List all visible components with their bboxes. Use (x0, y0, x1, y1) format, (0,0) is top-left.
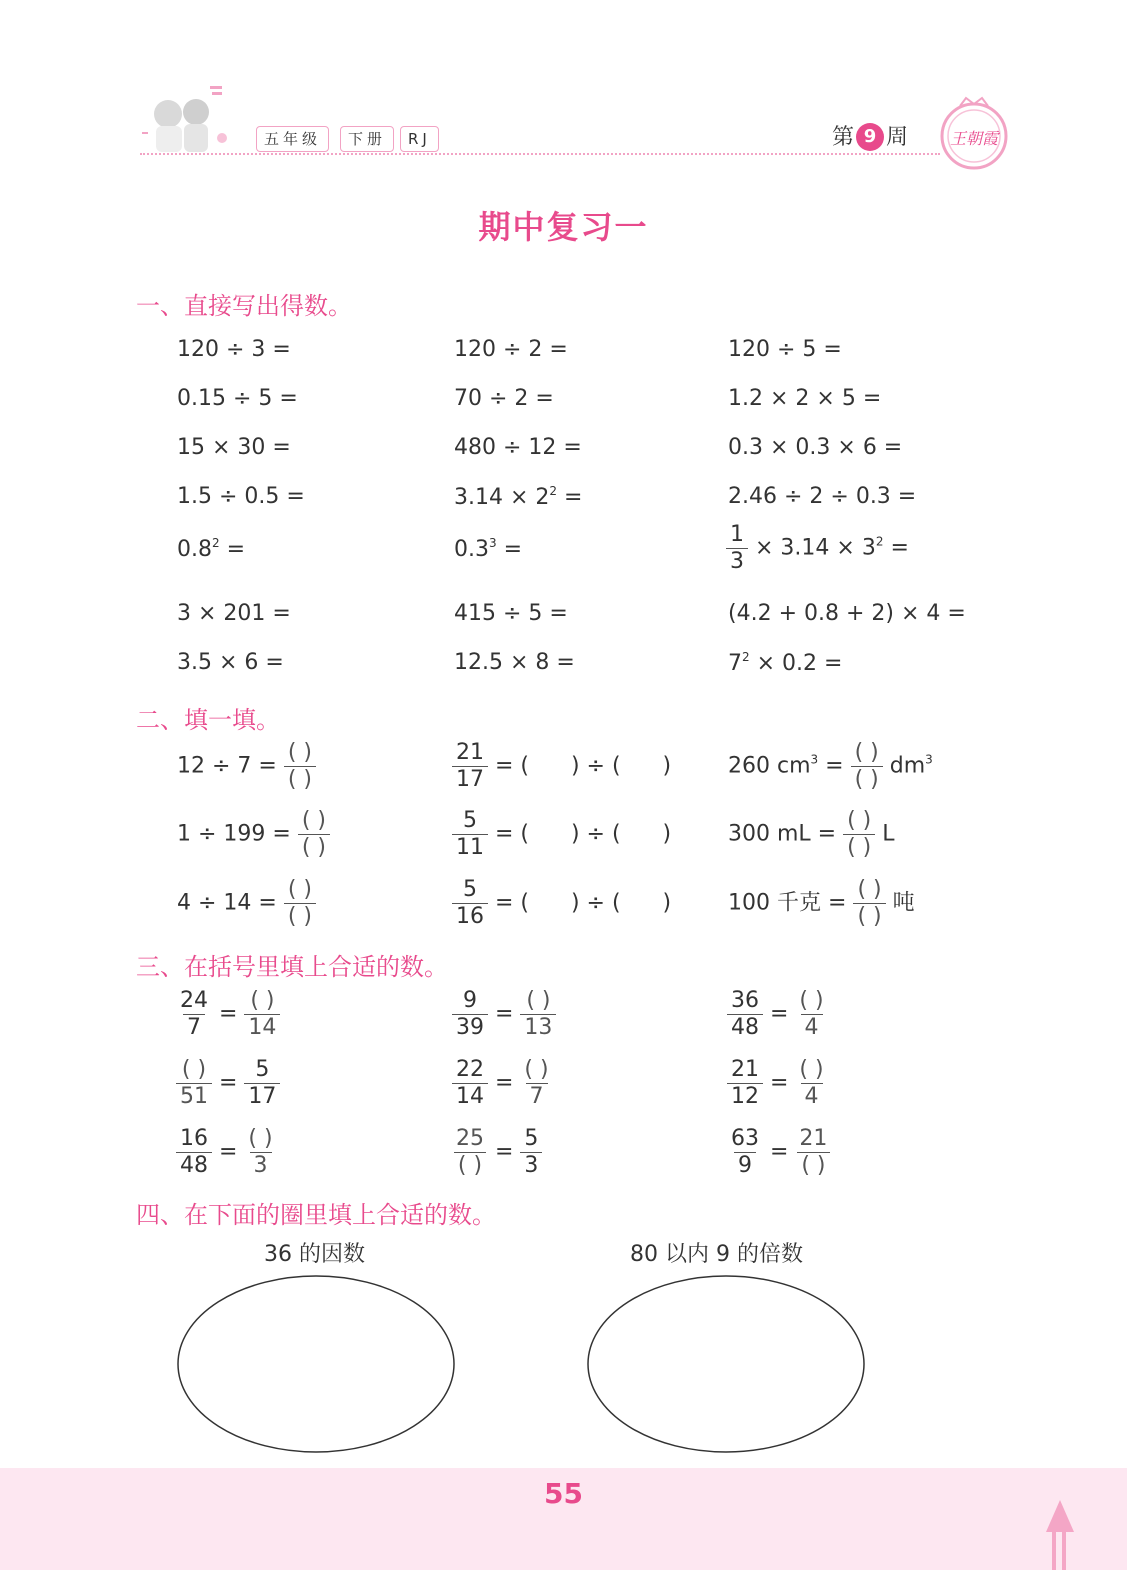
s1-r4-c1: 1.5 ÷ 0.5 = (177, 484, 305, 509)
fraction: $\frac{63}{9}$ (731, 1126, 759, 1178)
week-label (832, 120, 908, 151)
s2-r3-c2: $\frac{5}{16}$ = ( ) ÷ ( ) (452, 877, 671, 930)
kids-icon (140, 78, 235, 158)
s1-r1-c1: 120 ÷ 3 = (177, 337, 291, 362)
s2-r1-c2: $\frac{21}{17}$ = ( ) ÷ ( ) (452, 740, 671, 793)
fraction: $\frac{9}{39}$ (452, 988, 488, 1041)
section-4-title: 四、在下面的圈里填上合适的数。 (136, 1201, 496, 1229)
s3-item-3: $\frac{36}{48}$ = $\frac{( )}{4}$ (727, 988, 828, 1041)
s2-r2-c3: 300 mL = $\frac{( )}{( )}$ L (728, 808, 895, 860)
s2-r2-c2: $\frac{5}{11}$ = ( ) ÷ ( ) (452, 808, 671, 861)
s1-r6-c2: 415 ÷ 5 = (454, 601, 568, 626)
s3-item-5: $\frac{22}{14}$ = $\frac{( )}{7}$ (452, 1057, 553, 1110)
s1-r4-c3: 2.46 ÷ 2 ÷ 0.3 = (728, 484, 917, 509)
s1-r7-c2: 12.5 × 8 = (454, 650, 575, 675)
s1-r2-c2: 70 ÷ 2 = (454, 386, 554, 411)
page-number: 55 (544, 1477, 583, 1510)
left-circle-label: 36 的因数 (264, 1242, 365, 1267)
header-illustration (140, 78, 235, 158)
blank-fraction[interactable]: $\frac{( )}{14}$ (244, 988, 280, 1041)
brand-seal-text: 王朝霞 (949, 129, 998, 148)
blank-fraction[interactable]: $\frac{( )}{( )}$ (298, 808, 330, 861)
header-divider (140, 153, 940, 155)
fraction: $\frac{21}{12}$ (727, 1057, 763, 1110)
s1-r7-c3: $7^2 \times 0.2$ = (728, 650, 843, 676)
s3-item-9: $\frac{63}{9}$ = $\frac{21}{( )}$ (727, 1126, 831, 1179)
week-prefix: 第 (832, 125, 855, 150)
volume-label: 下册 (340, 126, 394, 152)
blank-fraction[interactable]: $\frac{21}{( )}$ (795, 1126, 831, 1179)
s1-r1-c2: 120 ÷ 2 = (454, 337, 568, 362)
blank-fraction[interactable]: $\frac{( )}{( )}$ (284, 740, 316, 793)
section-2-title: 二、填一填。 (136, 706, 280, 734)
s2-r2-c1: 1 ÷ 199 = $\frac{( )}{( )}$ (177, 808, 330, 861)
blank-fraction[interactable]: $\frac{( )}{( )}$ (851, 740, 883, 793)
s1-r4-c2: $3.14 \times 2^2$ = (454, 484, 583, 510)
s1-r3-c1: 15 × 30 = (177, 435, 291, 460)
week-number-badge: 9 (856, 123, 884, 151)
s1-r5-c2: $0.3^3$ = (454, 536, 523, 562)
page-title: 期中复习一 (478, 208, 649, 246)
right-circle-label: 80 以内 9 的倍数 (630, 1242, 803, 1267)
s1-r7-c1: 3.5 × 6 = (177, 650, 284, 675)
s1-r2-c1: 0.15 ÷ 5 = (177, 386, 298, 411)
s1-r3-c2: 480 ÷ 12 = (454, 435, 582, 460)
blank-fraction[interactable]: $\frac{( )}{51}$ (176, 1057, 212, 1110)
fraction: $\frac{5}{16}$ (452, 877, 488, 930)
s2-r1-c1: 12 ÷ 7 = $\frac{( )}{( )}$ (177, 740, 316, 793)
fraction: $\frac{5}{3}$ (520, 1126, 542, 1179)
blank-fraction[interactable]: $\frac{( )}{( )}$ (284, 877, 316, 930)
s1-r3-c3: 0.3 × 0.3 × 6 = (728, 435, 903, 460)
multiples-circle[interactable] (582, 1270, 882, 1460)
fraction: $\frac{36}{48}$ (727, 988, 763, 1041)
section-3-title: 三、在括号里填上合适的数。 (136, 953, 448, 981)
s3-item-4: $\frac{( )}{51}$ = $\frac{5}{17}$ (176, 1057, 280, 1110)
fraction: $\frac{21}{17}$ (452, 740, 488, 793)
arrow-up-icon (1040, 1498, 1080, 1570)
week-suffix: 周 (886, 125, 909, 150)
s2-r1-c3: 260 $cm^3$ = $\frac{( )}{( )}$ $dm^3$ (728, 740, 933, 792)
s3-item-7: $\frac{16}{48}$ = $\frac{( )}{3}$ (176, 1126, 277, 1179)
s3-item-6: $\frac{21}{12}$ = $\frac{( )}{4}$ (727, 1057, 828, 1110)
fraction: $\frac{5}{17}$ (244, 1057, 280, 1110)
fraction: $\frac{22}{14}$ (452, 1057, 488, 1110)
blank-fraction[interactable]: $\frac{( )}{7}$ (524, 1057, 549, 1109)
s1-r6-c3: (4.2 + 0.8 + 2) × 4 = (728, 601, 966, 626)
blank-fraction[interactable]: $\frac{( )}{( )}$ (843, 808, 875, 861)
blank-fraction[interactable]: $\frac{25}{( )}$ (452, 1126, 488, 1179)
edition-label: RJ (400, 126, 439, 152)
s1-r5-c1: $0.8^2$ = (177, 536, 246, 562)
s3-item-2: $\frac{9}{39}$ = $\frac{( )}{13}$ (452, 988, 556, 1041)
s1-r1-c3: 120 ÷ 5 = (728, 337, 842, 362)
fraction: $\frac{5}{11}$ (452, 808, 488, 861)
fraction: $\frac{1}{3}$ (726, 522, 748, 575)
fraction: $\frac{24}{7}$ (180, 988, 208, 1040)
s1-r2-c3: 1.2 × 2 × 5 = (728, 386, 882, 411)
blank-fraction[interactable]: $\frac{( )}{( )}$ (853, 877, 885, 930)
blank-fraction[interactable]: $\frac{( )}{4}$ (799, 1057, 824, 1109)
s1-r5-c3: $\frac{1}{3}$ × $3.14 \times 3^2$ = (726, 522, 909, 575)
factors-circle[interactable] (170, 1270, 470, 1460)
grade-label: 五年级 (256, 126, 329, 152)
fraction: $\frac{16}{48}$ (176, 1126, 212, 1179)
section-1-title: 一、直接写出得数。 (136, 292, 352, 320)
blank-fraction[interactable]: $\frac{( )}{3}$ (248, 1126, 273, 1178)
s2-r3-c1: 4 ÷ 14 = $\frac{( )}{( )}$ (177, 877, 316, 930)
s1-r6-c1: 3 × 201 = (177, 601, 291, 626)
s2-r3-c3: 100 千克 = $\frac{( )}{( )}$ 吨 (728, 877, 915, 929)
s3-item-1: $\frac{24}{7}$ = $\frac{( )}{14}$ (176, 988, 280, 1041)
blank-fraction[interactable]: $\frac{( )}{13}$ (520, 988, 556, 1041)
s3-item-8: $\frac{25}{( )}$ = $\frac{5}{3}$ (452, 1126, 542, 1179)
blank-fraction[interactable]: $\frac{( )}{4}$ (799, 988, 824, 1040)
